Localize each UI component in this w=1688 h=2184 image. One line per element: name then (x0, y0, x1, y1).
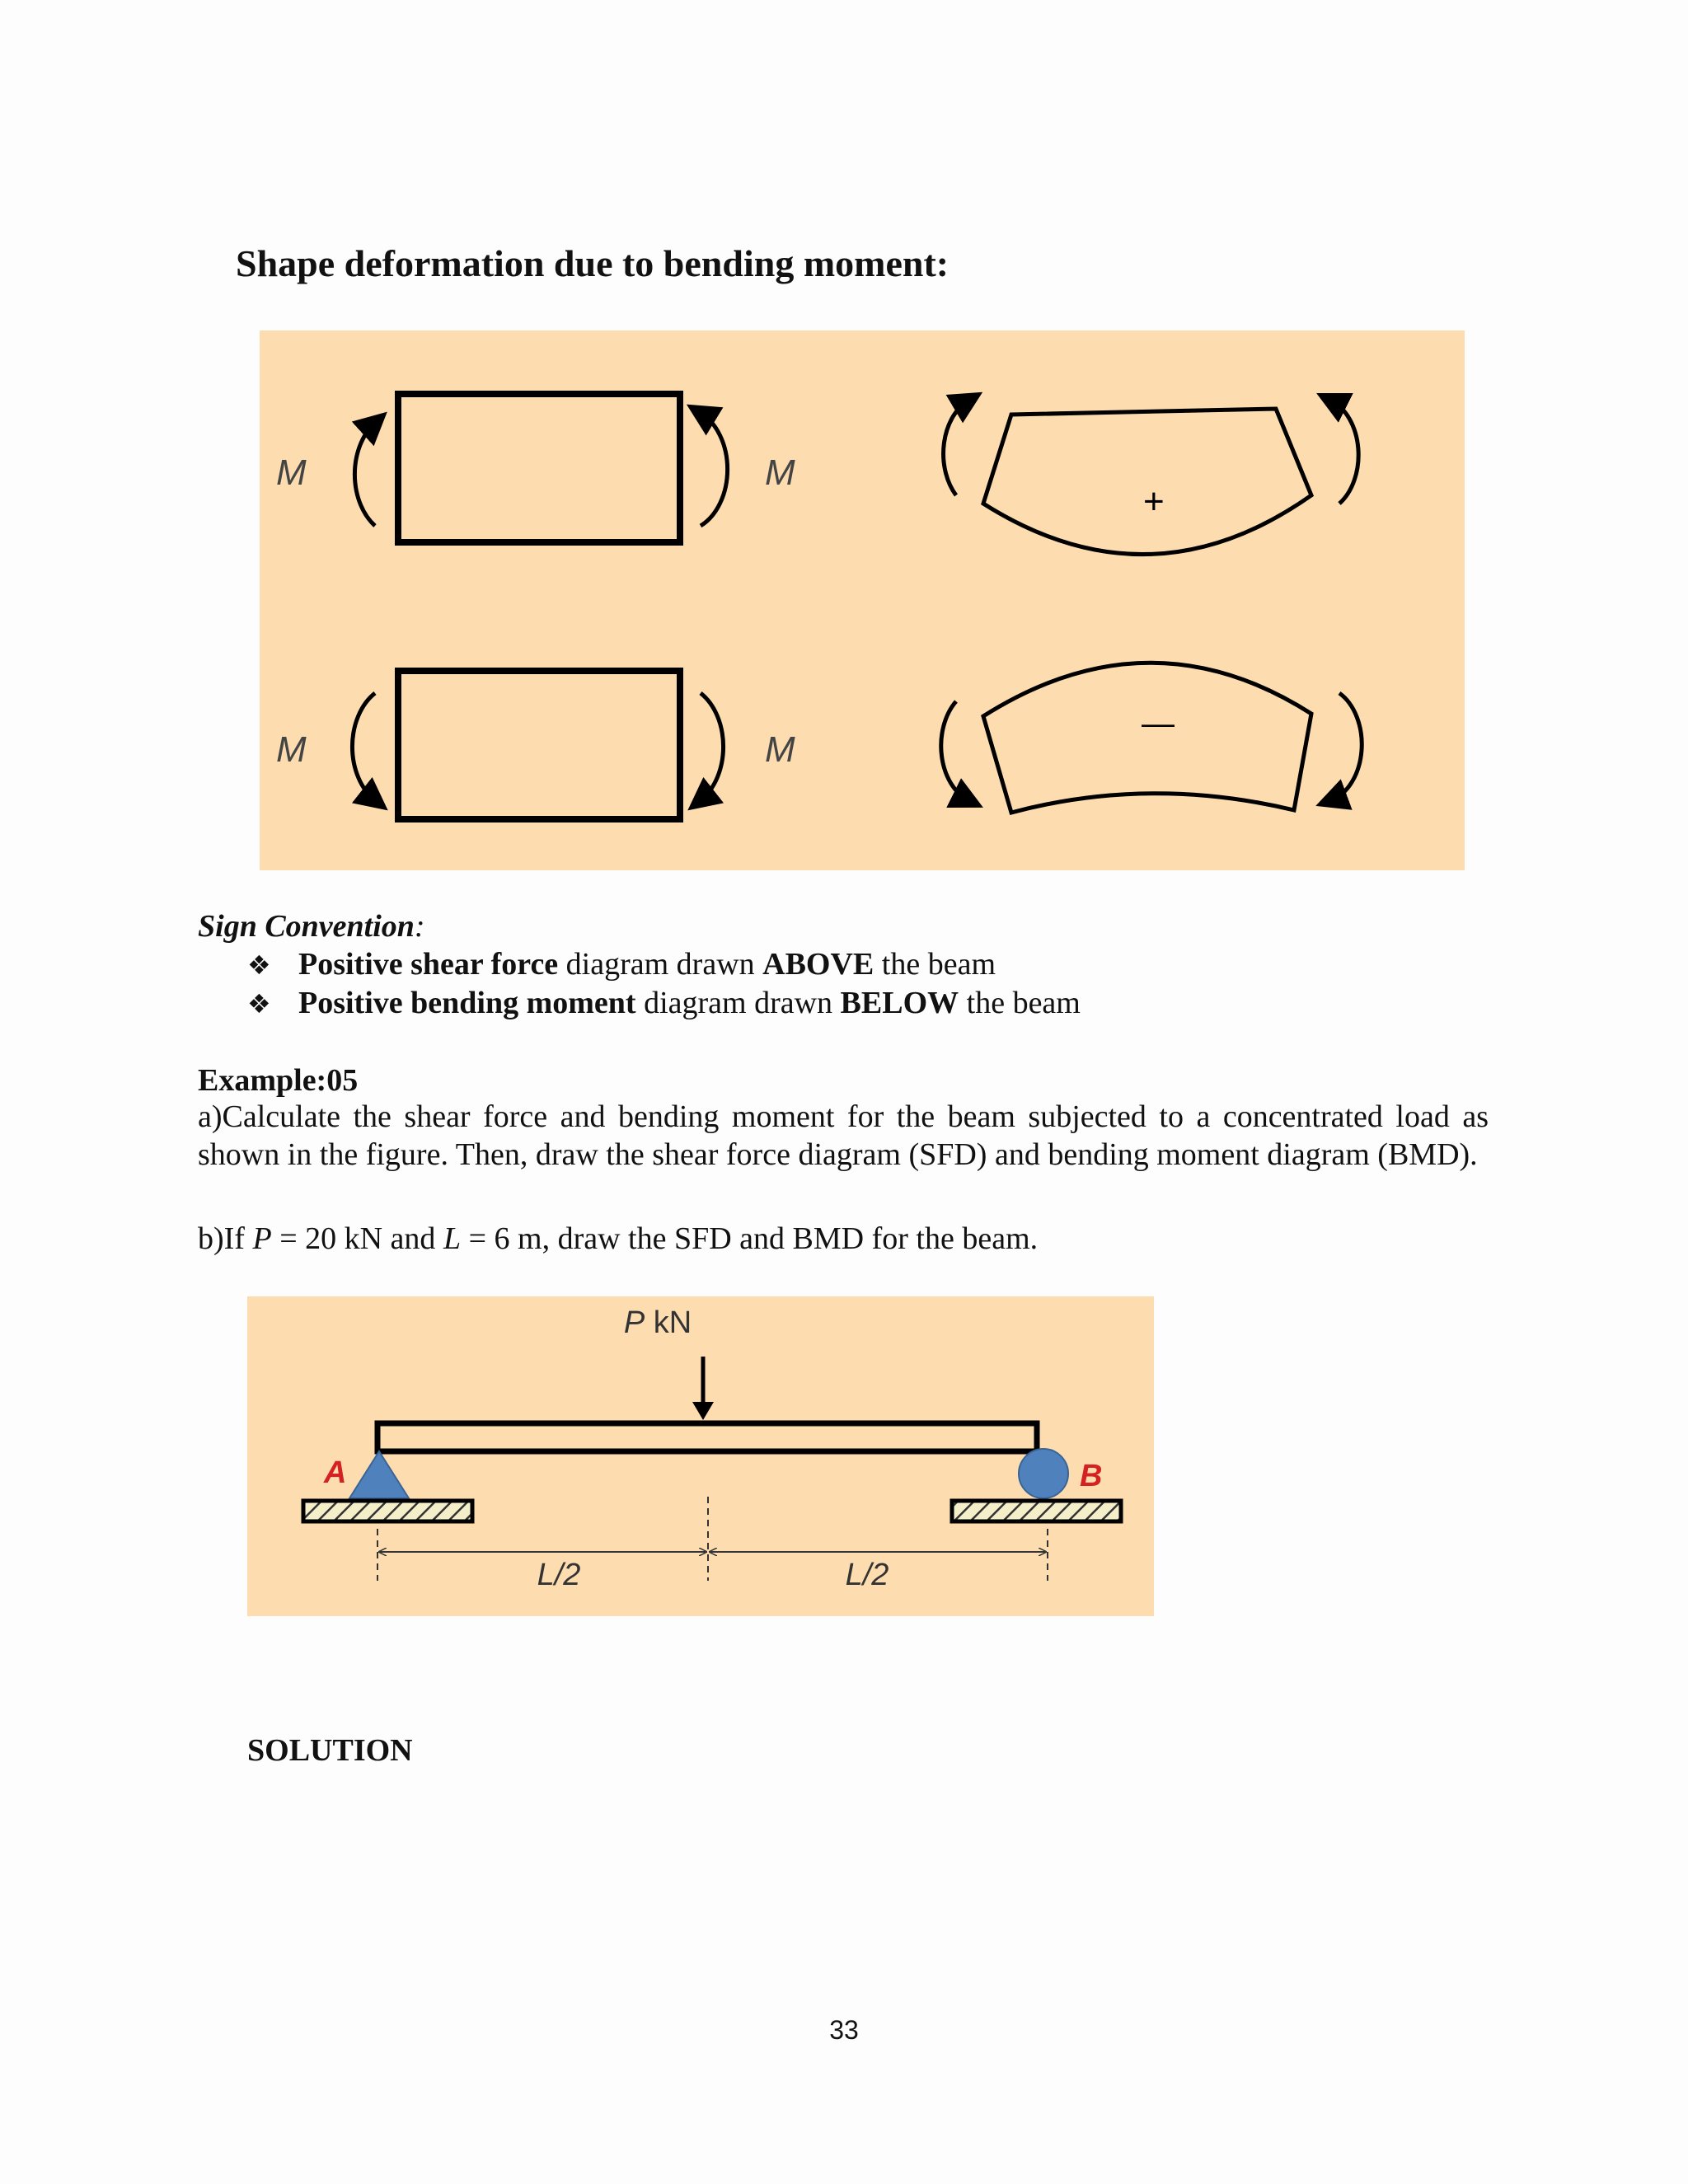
undeformed-element-bottom (398, 671, 680, 819)
item-text-1: diagram drawn (635, 986, 841, 1020)
item-bold-2: BELOW (840, 986, 959, 1020)
part-b-p-var: P (252, 1221, 272, 1256)
ground-hatch-b (952, 1501, 1121, 1521)
support-b-label: B (1080, 1459, 1103, 1493)
support-a-label: A (324, 1455, 347, 1490)
item-bold-1: Positive shear force (298, 947, 559, 982)
diamond-bullet-icon: ❖ (247, 988, 271, 1019)
undeformed-element-top (398, 394, 680, 542)
load-label: P kN (623, 1305, 692, 1340)
moment-label-left-bottom: M (276, 729, 307, 770)
moment-arrow-left-top (354, 423, 375, 526)
moment-label-left-top: M (276, 452, 307, 493)
span-label-right: L/2 (845, 1558, 889, 1592)
span-label-left: L/2 (537, 1558, 581, 1592)
positive-sign: + (1143, 481, 1165, 522)
pin-support-a (349, 1451, 409, 1498)
negative-sign: — (1142, 705, 1175, 742)
part-b-l-var: L (443, 1221, 462, 1256)
item-text-2: the beam (874, 947, 996, 982)
moment-arrow-right-hog (1331, 693, 1362, 800)
roller-support-b (1019, 1449, 1068, 1498)
section-heading: Shape deformation due to bending moment: (236, 242, 950, 284)
example-part-b (198, 1220, 1489, 1258)
item-bold-2: ABOVE (762, 947, 874, 982)
sign-convention-title (198, 908, 425, 944)
solution-heading: SOLUTION (247, 1733, 413, 1768)
moment-arrow-left-hog (941, 701, 968, 800)
diamond-bullet-icon: ❖ (247, 949, 271, 981)
deformation-figure (260, 330, 1465, 870)
moment-arrow-right-sag (1331, 401, 1358, 504)
item-text-1: diagram drawn (558, 947, 763, 982)
example-part-a: a)Calculate the shear force and bending moment for the beam subjected to a concentrated load as shown in the figure. Then, draw the shear force diagram (SFD) and bending moment diagram (BMD). (198, 1099, 1489, 1172)
load-arrow-head (692, 1402, 714, 1420)
moment-label-right-top: M (765, 452, 795, 493)
beam-figure (247, 1296, 1154, 1616)
sign-convention-item (247, 946, 996, 982)
beam (377, 1423, 1037, 1451)
page-number: 33 (829, 2015, 859, 2045)
ground-hatch-a (303, 1501, 472, 1521)
part-b-prefix: b)If (198, 1221, 253, 1256)
moment-arrow-left-sag (944, 401, 968, 495)
item-bold-1: Positive bending moment (298, 986, 636, 1020)
moment-arrow-right-bottom (701, 693, 724, 800)
part-b-l-val: = 6 m, draw the SFD and BMD for the beam. (461, 1221, 1039, 1256)
moment-label-right-bottom: M (765, 729, 795, 770)
part-b-p-val: = 20 kN and (271, 1221, 443, 1256)
moment-arrow-right-top (701, 413, 728, 526)
moment-arrow-left-bottom (352, 693, 375, 800)
sign-convention-item (247, 985, 1081, 1021)
item-text-2: the beam (959, 986, 1081, 1020)
sign-convention-colon: : (414, 909, 425, 944)
sign-convention-label: Sign Convention (198, 909, 415, 944)
example-title: Example:05 (198, 1063, 359, 1098)
